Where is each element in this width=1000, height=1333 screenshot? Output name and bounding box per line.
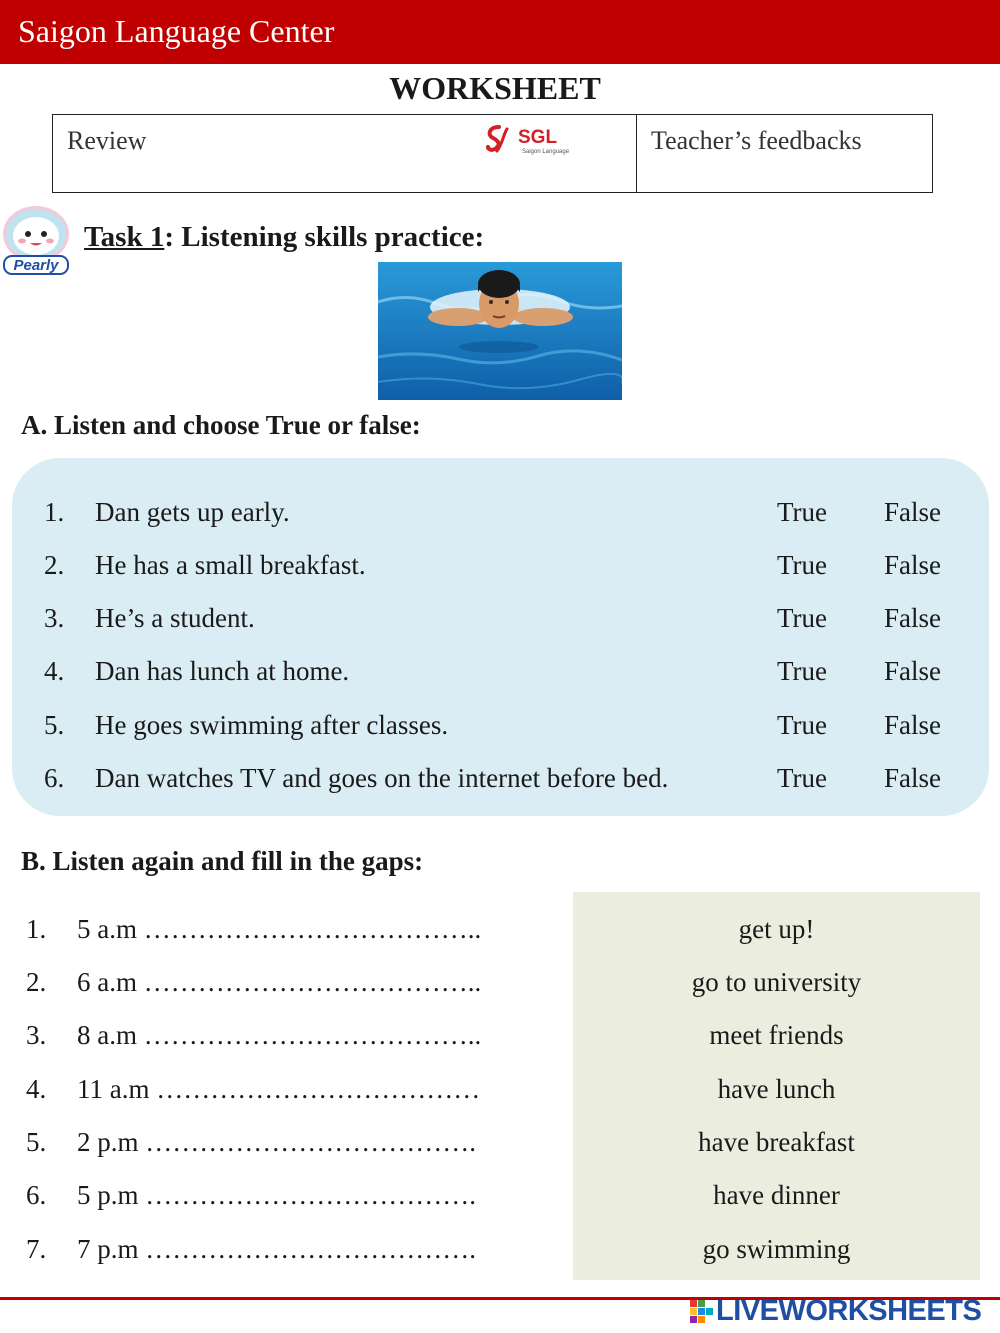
false-option[interactable]: False: [884, 550, 941, 580]
item-number: 2.: [26, 967, 47, 997]
gap-field[interactable]: ……………………………….: [145, 1127, 477, 1157]
list-item: [0, 1180, 560, 1220]
item-number: 2.: [44, 550, 65, 580]
center-name: Saigon Language Center: [18, 13, 335, 49]
list-item: [0, 1074, 560, 1114]
mascot-name: Pearly: [13, 257, 59, 274]
time-label: 7 p.m: [77, 1234, 139, 1264]
task-description: : Listening skills practice:: [164, 221, 485, 253]
swimmer-photo: [378, 262, 622, 400]
time-label: 8 a.m: [77, 1020, 137, 1050]
list-item: [12, 763, 989, 803]
sgl-logo-text: SGL: [518, 127, 558, 148]
false-option[interactable]: False: [884, 763, 941, 793]
item-number: 7.: [26, 1234, 47, 1264]
list-item: [12, 710, 989, 750]
item-number: 5.: [44, 710, 65, 740]
list-item: [12, 550, 989, 590]
item-statement: He has a small breakfast.: [95, 550, 366, 580]
word-bank-item[interactable]: meet friends: [709, 1020, 844, 1050]
word-bank: [573, 892, 980, 1280]
worksheet-title: WORKSHEET: [389, 70, 601, 106]
liveworksheets-logo: [690, 1296, 992, 1328]
word-bank-item[interactable]: get up!: [738, 914, 815, 944]
list-item: [0, 1127, 560, 1167]
feedback-cell: [637, 115, 932, 192]
sgl-logo-icon: [485, 121, 580, 157]
item-number: 1.: [44, 497, 65, 527]
list-item: [12, 603, 989, 643]
false-option[interactable]: False: [884, 656, 941, 686]
false-option[interactable]: False: [884, 497, 941, 527]
list-item: [0, 914, 560, 954]
time-label: 5 a.m: [77, 914, 137, 944]
word-bank-item[interactable]: go swimming: [702, 1234, 851, 1264]
section-b-heading: B. Listen again and fill in the gaps:: [21, 846, 424, 876]
section-a-heading: A. Listen and choose True or false:: [21, 410, 421, 440]
item-number: 6.: [26, 1180, 47, 1210]
item-statement: Dan has lunch at home.: [95, 656, 350, 686]
item-statement: He goes swimming after classes.: [95, 710, 449, 740]
item-statement: He’s a student.: [95, 603, 255, 633]
gap-field[interactable]: ………………………………..: [143, 1020, 482, 1050]
list-item: [0, 967, 560, 1007]
true-option[interactable]: True: [777, 763, 828, 793]
true-option[interactable]: True: [777, 656, 828, 686]
task-label: Task 1: [84, 221, 165, 253]
header-bar: [0, 0, 1000, 64]
item-number: 4.: [44, 656, 65, 686]
gap-field[interactable]: ………………………………: [156, 1074, 481, 1104]
time-label: 6 a.m: [77, 967, 137, 997]
list-item: [0, 1020, 560, 1060]
item-number: 1.: [26, 914, 47, 944]
gap-field[interactable]: ……………………………….: [145, 1180, 477, 1210]
review-label: Review: [67, 126, 147, 155]
item-statement: Dan gets up early.: [95, 497, 290, 527]
task-title: [84, 221, 484, 254]
gap-field[interactable]: ……………………………….: [145, 1234, 477, 1264]
time-label: 2 p.m: [77, 1127, 139, 1157]
list-item: [12, 656, 989, 696]
item-statement: Dan watches TV and goes on the internet before bed.: [95, 763, 669, 793]
item-number: 4.: [26, 1074, 47, 1104]
item-number: 5.: [26, 1127, 47, 1157]
time-label: 5 p.m: [77, 1180, 139, 1210]
word-bank-item[interactable]: have breakfast: [698, 1127, 855, 1157]
true-option[interactable]: True: [777, 710, 828, 740]
gap-field[interactable]: ………………………………..: [143, 967, 482, 997]
true-false-box: [12, 458, 989, 816]
false-option[interactable]: False: [884, 710, 941, 740]
item-number: 6.: [44, 763, 65, 793]
list-item: [12, 497, 989, 537]
liveworksheets-icon: [690, 1300, 714, 1324]
false-option[interactable]: False: [884, 603, 941, 633]
list-item: [0, 1234, 560, 1274]
item-number: 3.: [26, 1020, 47, 1050]
sgl-logo-subtext: Saigon Language: [522, 149, 570, 155]
word-bank-item[interactable]: have lunch: [717, 1074, 836, 1104]
pearly-mascot-icon: [0, 204, 76, 276]
info-table: [52, 114, 933, 193]
word-bank-item[interactable]: go to university: [691, 967, 862, 997]
review-cell: [53, 115, 637, 192]
item-number: 3.: [44, 603, 65, 633]
word-bank-item[interactable]: have dinner: [713, 1180, 840, 1210]
liveworksheets-text: LIVEWORKSHEETS: [716, 1295, 982, 1327]
time-label: 11 a.m: [77, 1074, 150, 1104]
true-option[interactable]: True: [777, 497, 828, 527]
gap-field[interactable]: ………………………………..: [143, 914, 482, 944]
feedback-label: Teacher’s feedbacks: [651, 126, 862, 155]
true-option[interactable]: True: [777, 603, 828, 633]
true-option[interactable]: True: [777, 550, 828, 580]
